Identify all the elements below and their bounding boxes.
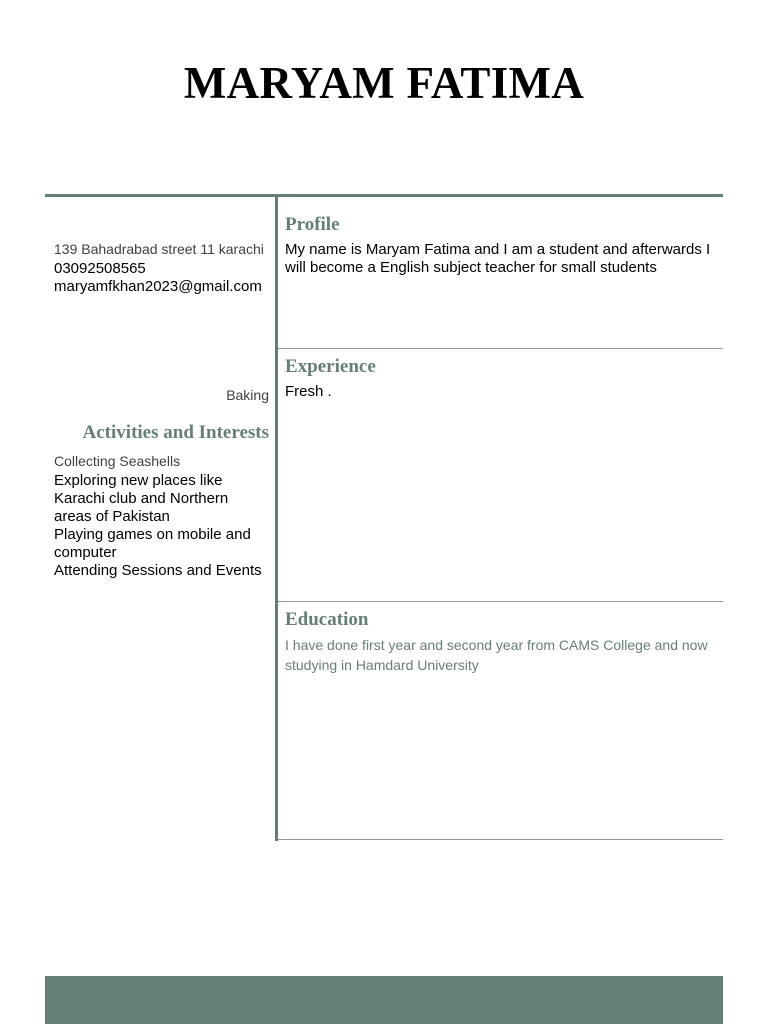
- section-divider-education: [278, 601, 723, 602]
- bottom-divider: [278, 839, 723, 840]
- education-heading: Education: [285, 609, 369, 630]
- experience-text: Fresh .: [285, 383, 332, 400]
- skill-item: Baking: [226, 387, 269, 403]
- section-divider-experience: [278, 348, 723, 349]
- activities-heading: Activities and Interests: [82, 422, 269, 443]
- activity-item: Exploring new places like Karachi club and Northern areas of Pakistan: [54, 472, 229, 525]
- profile-text: My name is Maryam Fatima and I am a student and afterwards I will become a English subject teacher for small students: [285, 241, 711, 276]
- activities-block: [54, 420, 269, 580]
- experience-section: [285, 355, 720, 401]
- activity-item: Playing games on mobile and computer: [54, 526, 251, 561]
- contact-email: maryamfkhan2023@gmail.com: [54, 278, 262, 295]
- contact-address: 139 Bahadrabad street 11 karachi: [54, 241, 264, 257]
- experience-heading: Experience: [285, 356, 376, 377]
- education-text: I have done first year and second year from CAMS College and now studying in Hamdard University: [285, 637, 708, 673]
- profile-section: [285, 213, 720, 277]
- column-divider: [275, 196, 278, 841]
- contact-phone: 03092508565: [54, 260, 146, 277]
- education-section: [285, 608, 720, 675]
- top-divider: [45, 194, 723, 197]
- profile-heading: Profile: [285, 214, 340, 235]
- activity-item: Collecting Seashells: [54, 453, 181, 469]
- footer-bar: [45, 976, 723, 1024]
- resume-name: MARYAM FATIMA: [183, 58, 585, 108]
- contact-block: [54, 240, 269, 296]
- activity-item: Attending Sessions and Events: [54, 562, 262, 579]
